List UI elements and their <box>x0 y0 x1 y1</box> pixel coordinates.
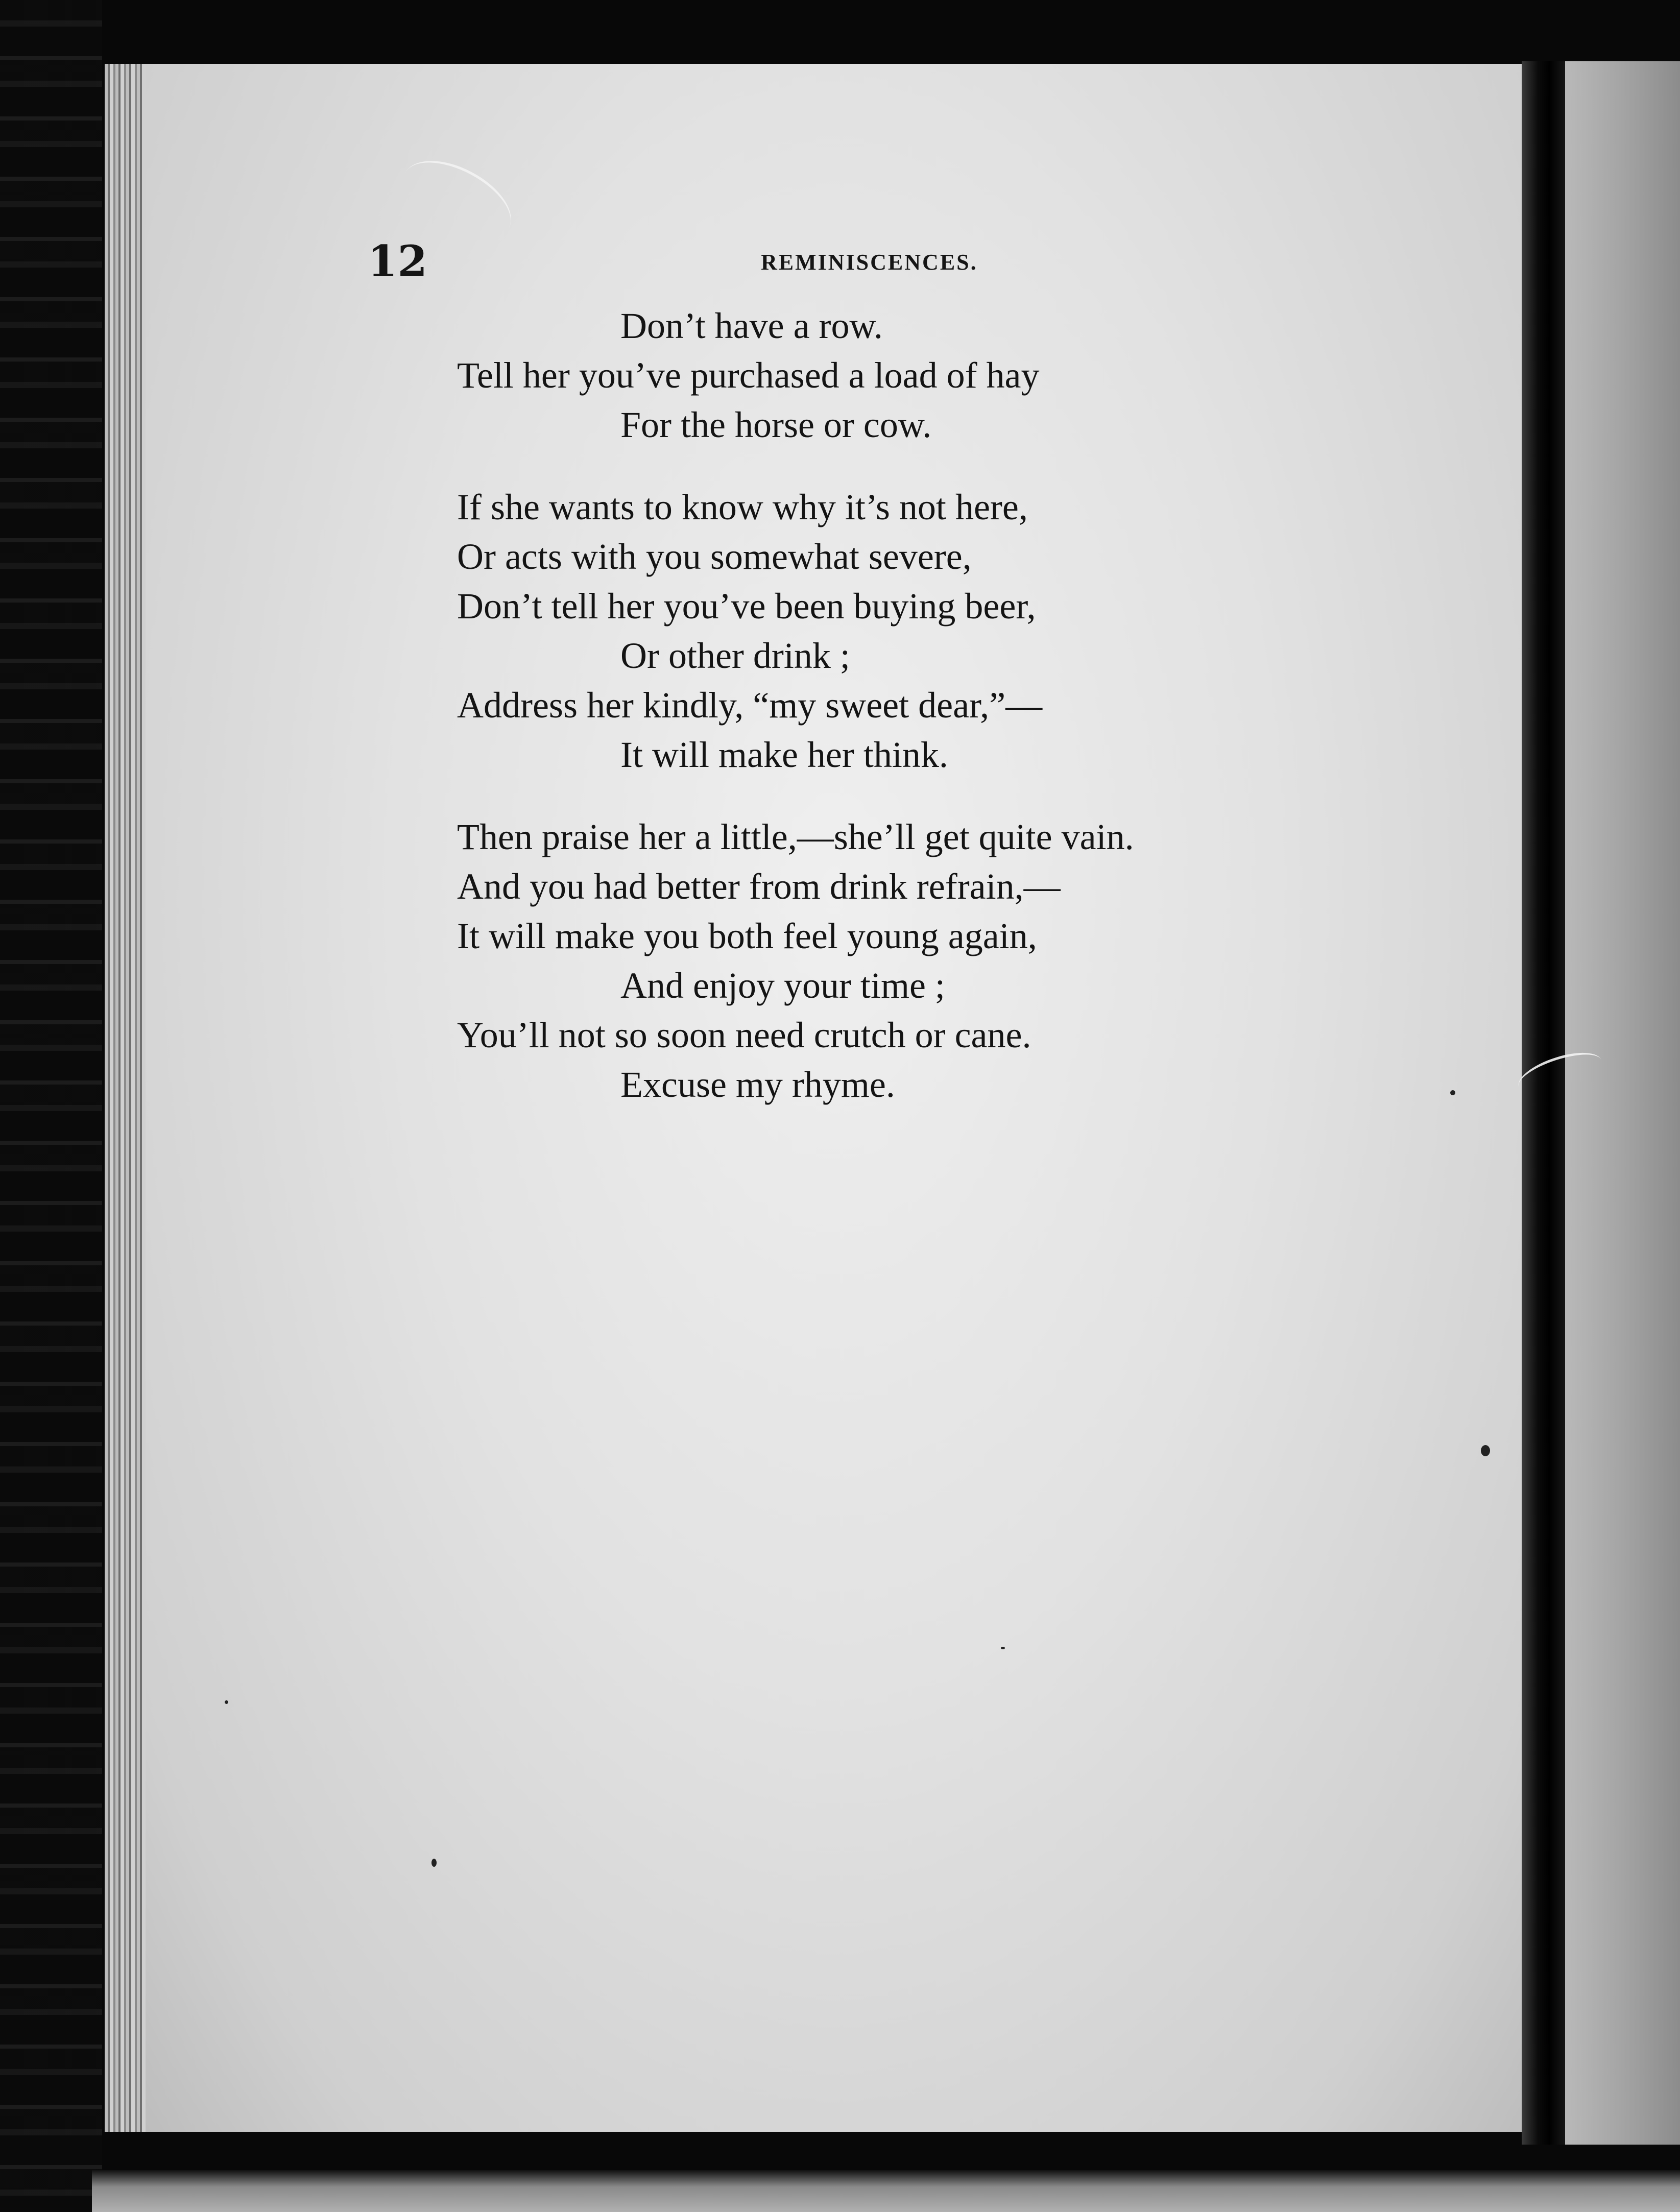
poem <box>457 301 1504 1110</box>
dust-speck <box>431 1859 437 1867</box>
poem-line: And enjoy your time ; <box>620 965 945 1006</box>
scan-bottom-edge <box>92 2170 1680 2212</box>
poem-line: Tell her you’ve purchased a load of hay <box>457 355 1040 396</box>
poem-line: Don’t have a row. <box>620 305 883 346</box>
poem-line: For the horse or cow. <box>620 404 932 445</box>
dust-speck <box>225 1700 228 1704</box>
stanza <box>457 301 1504 450</box>
poem-line: If she wants to know why it’s not here, <box>457 487 1028 527</box>
poem-line: Then praise her a little,—she’ll get quite vain. <box>457 816 1134 857</box>
poem-line: Don’t tell her you’ve been buying beer, <box>457 586 1036 627</box>
binding-gutter <box>1522 61 1568 2145</box>
poem-line: Or other drink ; <box>620 635 850 676</box>
page-number: 12 <box>368 236 427 286</box>
facing-page-edge <box>1565 61 1680 2145</box>
poem-line: You’ll not so soon need crutch or cane. <box>457 1015 1031 1055</box>
poem-line: It will make you both feel young again, <box>457 916 1037 956</box>
poem-line: Address her kindly, “my sweet dear,”— <box>457 685 1043 726</box>
scan-edge-noise <box>0 0 102 2212</box>
running-head: REMINISCENCES. <box>761 250 978 275</box>
poem-line: Excuse my rhyme. <box>620 1064 895 1105</box>
dust-speck <box>1001 1647 1005 1649</box>
poem-line: It will make her think. <box>620 734 948 775</box>
dust-speck <box>1481 1445 1490 1456</box>
stanza <box>457 483 1504 780</box>
poem-line: And you had better from drink refrain,— <box>457 866 1061 907</box>
poem-line: Or acts with you somewhat severe, <box>457 536 972 577</box>
page-stack-edges <box>105 64 151 2132</box>
stanza <box>457 812 1504 1110</box>
